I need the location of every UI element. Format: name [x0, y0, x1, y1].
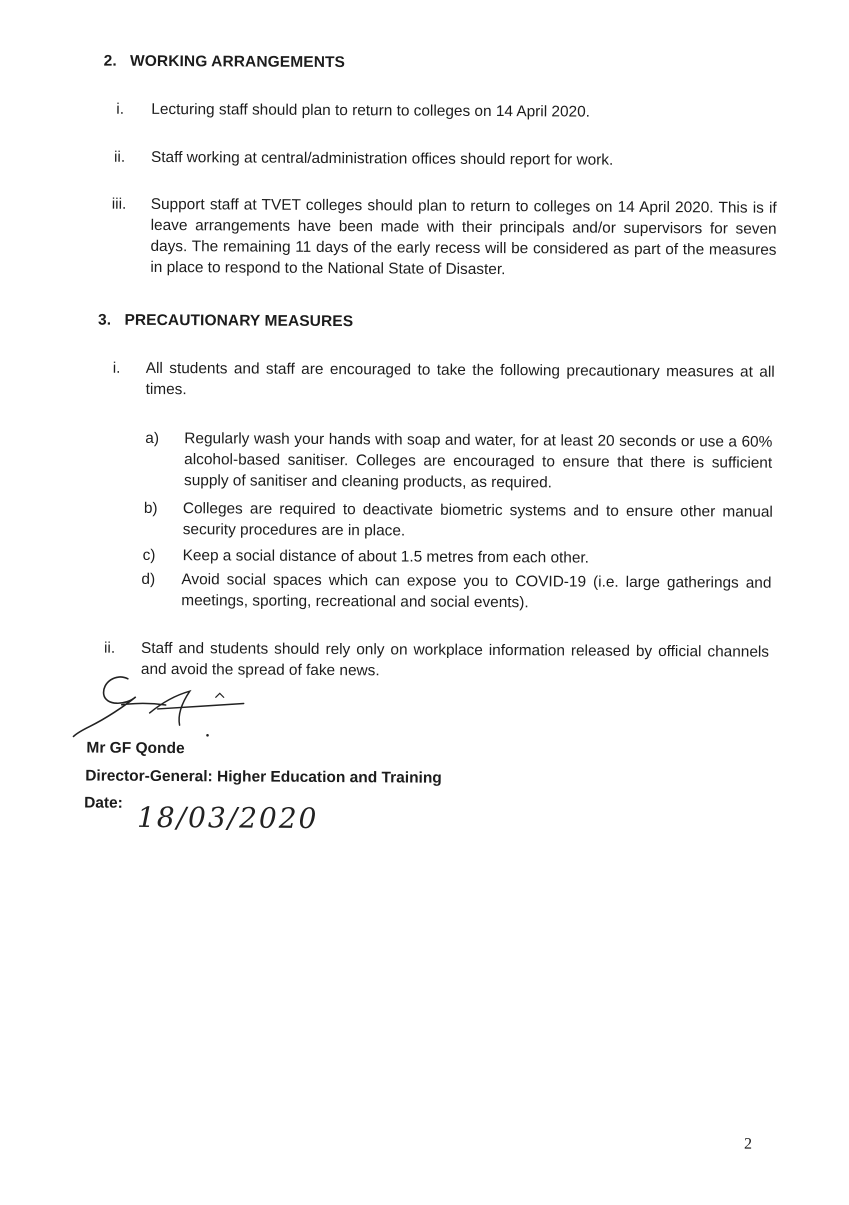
- sub-list-item-text: Keep a social distance of about 1.5 metres from each other.: [182, 547, 590, 567]
- list-item: [116, 99, 776, 125]
- list-marker: iii.: [111, 195, 127, 213]
- list-item: [114, 147, 776, 173]
- sub-list-item-text: Colleges are required to deactivate biometric systems and to ensure other manual security procedures are in place.: [182, 500, 773, 540]
- list-item-text: Lecturing staff should plan to return to colleges on 14 April 2020.: [151, 100, 591, 121]
- date-label: Date:: [84, 794, 123, 812]
- section-number: 3.: [97, 311, 112, 329]
- sub-list-item-text: Regularly wash your hands with soap and water, for at least 20 seconds or use a 60% alcohol-based sanitiser. Colleges are encouraged to ensure that there is sufficient supply of sanitiser and cleaning products, as required.: [184, 430, 773, 492]
- section-title: WORKING ARRANGEMENTS: [129, 52, 346, 72]
- list-marker: i.: [116, 100, 125, 118]
- sub-list-marker: d): [141, 570, 156, 588]
- sub-list-item: [144, 498, 774, 546]
- list-item-text: Staff and students should rely only on workplace information released by official channels and avoid the spread of fake news.: [140, 639, 770, 680]
- section-number: 2.: [103, 52, 117, 70]
- sub-list-marker: b): [143, 499, 158, 517]
- signature: [65, 672, 255, 743]
- list-item: [113, 358, 775, 406]
- sub-list-item: [143, 545, 773, 571]
- date-value: 18/03/2020: [136, 800, 319, 835]
- section-title: PRECAUTIONARY MEASURES: [124, 311, 354, 331]
- list-item-text: Staff working at central/administration offices should report for work.: [150, 148, 614, 169]
- sub-list-item: [145, 428, 775, 498]
- list-marker: ii.: [103, 639, 116, 657]
- list-item-text: All students and staff are encouraged to take the following precautionary measures at all times.: [145, 359, 775, 399]
- list-marker: ii.: [113, 148, 126, 166]
- section-3-heading: [98, 312, 353, 332]
- signatory-name: Mr GF Qonde: [86, 739, 185, 758]
- sub-list-marker: a): [145, 429, 160, 447]
- signatory-title: Director-General: Higher Education and Training: [85, 767, 442, 787]
- sub-list-marker: c): [142, 546, 156, 564]
- section-2-heading: [104, 53, 346, 72]
- list-item: [111, 194, 777, 286]
- sub-list-item: [141, 569, 771, 617]
- list-marker: i.: [112, 359, 121, 377]
- sub-list-item-text: Avoid social spaces which can expose you to COVID-19 (i.e. large gatherings and meetings, sporting, recreational and social events).: [181, 571, 772, 612]
- page-number: 2: [743, 1135, 753, 1153]
- list-item-text: Support staff at TVET colleges should plan to return to colleges on 14 April 2020. This is if leave arrangements have been made with their principals and/or supervisors for seven days. The remaining 11 days of the early recess will be considered as part of the measures in place to respond to the National State of Disaster.: [150, 195, 777, 279]
